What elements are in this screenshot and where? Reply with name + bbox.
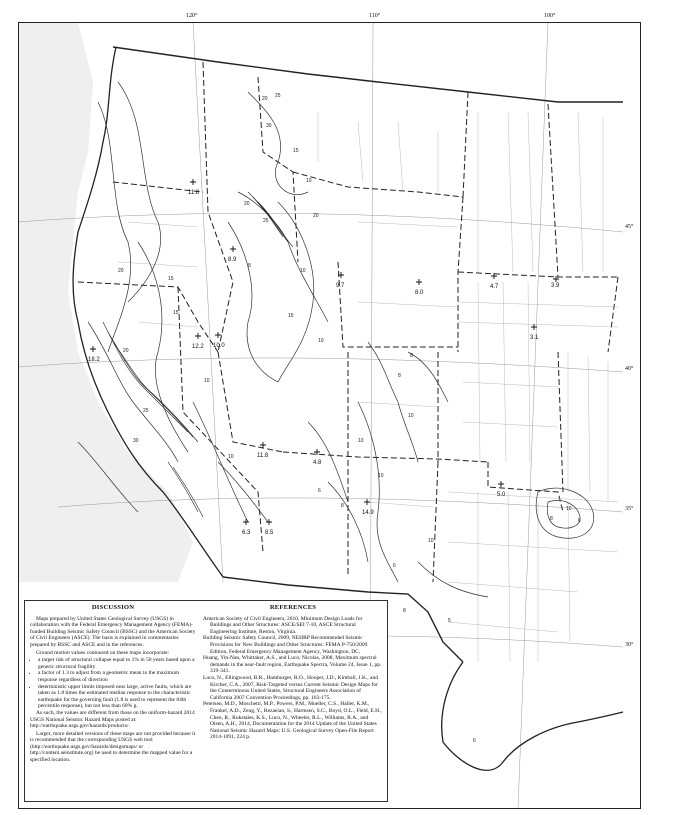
contour-label: 20 [262, 96, 268, 102]
reference-entry: Building Seismic Safety Council, 2009, NEHRP Recommended Seismic Provisions for New Buildings and Other Structures: FEMA P-750/2009 Edition, Federal Emergency Management Agency, Washington, DC. [203, 635, 368, 655]
contour-label: 6 [318, 488, 321, 494]
site-northern-nevada: 12.2 [192, 344, 204, 350]
contour-label: 15 [168, 276, 174, 282]
discussion-bullets [30, 657, 196, 710]
contour-label: 10 [300, 268, 306, 274]
contour-label: 5 [448, 618, 451, 624]
site-iowa: 3.1 [530, 335, 539, 341]
site-northwest-washington: 11.8 [188, 190, 200, 196]
latitude-label-35: 35° [625, 506, 634, 512]
contour-label: 25 [275, 93, 281, 99]
contour-label: 10 [306, 178, 312, 184]
contour-label: 20 [313, 213, 319, 219]
site-minnesota-south: 3.9 [551, 283, 560, 289]
contour-label: 6 [578, 518, 581, 524]
site-south-dakota: 4.7 [490, 284, 499, 290]
contour-label: 10 [228, 454, 234, 460]
site-southwest-montana: 9.7 [336, 283, 345, 289]
discussion-heading: DISCUSSION [91, 604, 135, 611]
latitude-label-45: 45° [625, 224, 634, 230]
contour-label: 8 [248, 263, 251, 269]
discussion-bullet: • deterministic upper limits imposed near large, active faults, which are taken as 1.8 times the estimated median response to the characteristic earthquake for the governing fault (1.8 is used to represent the 84th percentile response), but not less than 60% g. [38, 684, 196, 710]
reference-entry: American Society of Civil Engineers, 2010, Minimum Design Loads for Buildings and Other Structures: ASCE/SEI 7-10, ASCE Structural Engineering Institute, Reston, Virginia. [203, 615, 363, 635]
longitude-label-120: 120° [186, 13, 198, 19]
contour-label: 25 [143, 408, 149, 414]
contour-label: 10 [318, 338, 324, 344]
site-oklahoma: 5.0 [497, 492, 506, 498]
site-southern-nevada: 11.8 [257, 453, 269, 459]
discussion-paragraph: Maps prepared by United States Geological Survey (USGS) in collaboration with the Federal Emergency Management Agency (FEMA)-funded Building Seismic Safety Council (BSSC) and the American Society of Civil Engineers (ASCE). The basis is explained in commentaries prepared by BSSC and ASCE and in the references. [30, 615, 196, 648]
site-arizona: 8.5 [265, 530, 274, 536]
contour-label: 30 [133, 438, 139, 444]
contour-label: 20 [244, 201, 250, 207]
contour-label: 6 [393, 563, 396, 569]
contour-label: 8 [550, 516, 553, 522]
references-heading: REFERENCES [269, 604, 317, 611]
contour-label: 10 [358, 438, 364, 444]
discussion-column [30, 605, 196, 765]
contour-label: 8 [341, 503, 344, 509]
contour-label: 10 [408, 413, 414, 419]
discussion-paragraph: Larger, more detailed versions of these maps are not provided because it is recommended that the corresponding USGS web tool (http://earthquake.usgs.gov/hazards/designmaps/ or http://content.seinstitute.org) be used to determine the mapped value for a specified location. [30, 730, 196, 764]
contour-label: 10 [566, 506, 572, 512]
discussion-paragraph: As such, the values are different from those on the uniform-hazard 2014 USGS National Seismic Hazard Maps posted at: http://earthquake.usgs.gov/hazards/products/. [30, 709, 195, 730]
contour-label: 20 [118, 268, 124, 274]
contour-label: 15 [293, 148, 299, 154]
contour-label: 20 [123, 348, 129, 354]
longitude-label-100: 100° [544, 13, 556, 19]
site-central-idaho: 8.9 [228, 257, 237, 263]
contour-label: 15 [173, 310, 179, 316]
contour-label: 10 [204, 378, 210, 384]
site-new-mexico: 14.9 [362, 510, 374, 516]
latitude-label-40: 40° [625, 366, 634, 372]
discussion-bullet: • a factor of 1.3 to adjust from a geometric mean to the maximum response regardless of direction [38, 670, 196, 683]
contour-label: 30 [266, 123, 272, 129]
site-northern-california: 18.2 [88, 357, 100, 363]
contour-label: 8 [403, 608, 406, 614]
longitude-label-110: 110° [369, 13, 381, 19]
contour-label: 8 [398, 373, 401, 379]
reference-entry: Luco, N., Ellingwood, B.R., Hamburger, R.O., Hooper, J.D., Kimball, J.K., and Kircher, C.A., 2007, Risk-Targeted versus Current Seismic Design Maps for the Conterminous United States, Structural Engineers Association of California 2007 Convention Proceedings, pp. 163-175. [203, 674, 378, 701]
reference-entry: Petersen, M.D., Moschetti, M.P., Powers, P.M., Mueller, C.S., Haller, K.M., Frankel, A.D., Zeng, Y., Rezaeian, S., Harmsen, S.C., Boyd, O.L., Field, E.H., Chen, R., Rukstales, K.S., Luco, N., Wheeler, R.L., Williams, R.A., and Olsen, A.H., 2014, Documentation for the 2014 Update of the United States National Seismic Hazard Maps: U.S. Geological Survey Open-File Report 2014-1091, 224 p. [203, 701, 382, 741]
site-southern-california: 6.3 [242, 530, 251, 536]
contour-label: 10 [428, 538, 434, 544]
contour-label: 8 [410, 353, 413, 359]
contour-label: 10 [378, 473, 384, 479]
latitude-label-30: 30° [625, 642, 634, 648]
reference-entry: Huang, Yin-Nan, Whittaker, A.S., and Luco, Nicolas, 2008, Maximum spectral demands in the near-fault region, Earthquake Spectra, Volume 24, Issue 1, pp. 319-341. [203, 655, 382, 675]
contour-label: 6 [473, 738, 476, 744]
discussion-bullet: • a target risk of structural collapse equal to 1% in 50 years based upon a generic structural fragility [38, 657, 196, 670]
references-column [203, 605, 383, 741]
contour-label: 25 [263, 218, 269, 224]
site-nevada-east: 10.0 [213, 343, 225, 349]
notes-panel [24, 600, 388, 802]
site-northeast-wyoming: 8.0 [415, 290, 424, 296]
site-colorado-plateau: 4.8 [313, 460, 322, 466]
discussion-paragraph: Ground motion values contoured on these maps incorporate: [36, 649, 170, 656]
contour-label: 15 [288, 313, 294, 319]
